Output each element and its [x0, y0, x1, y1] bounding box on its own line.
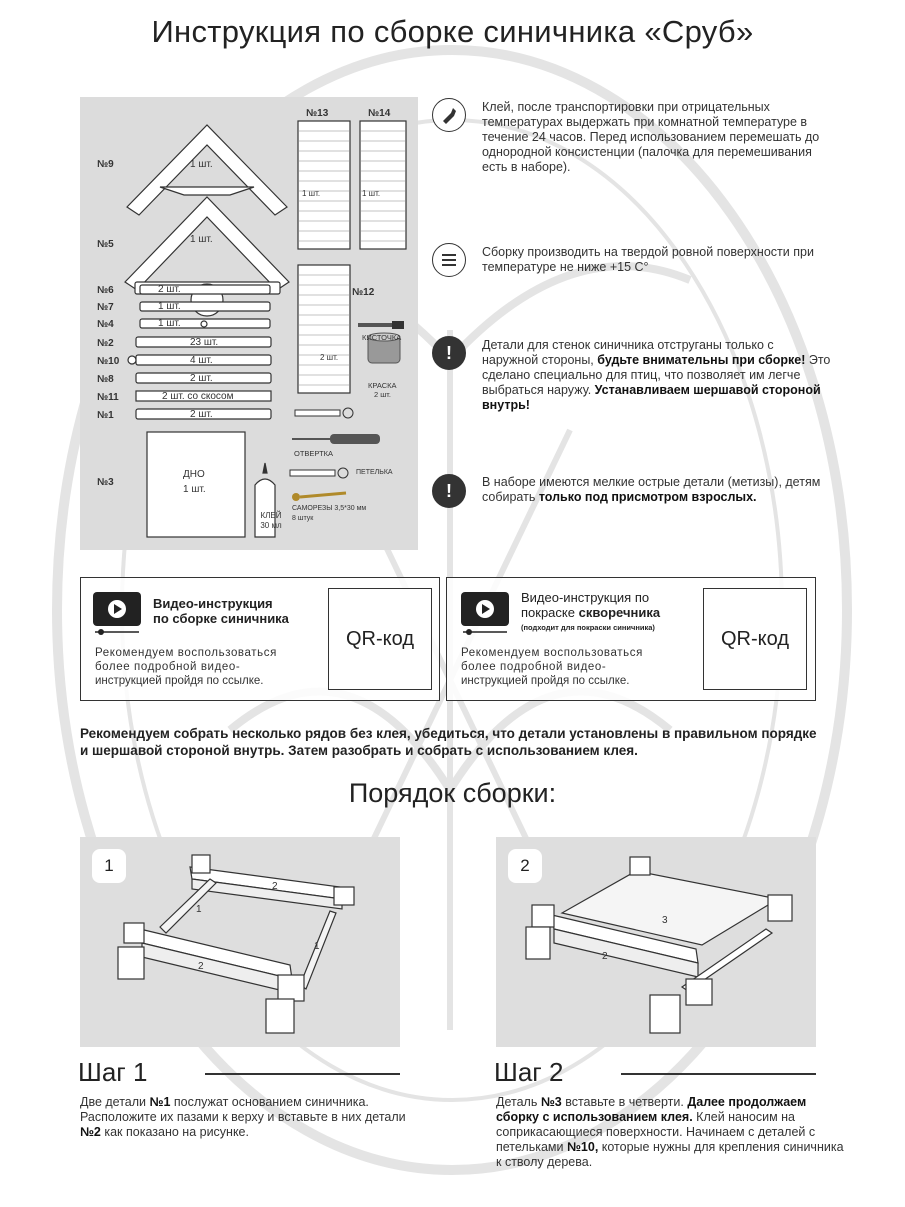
loop-label: ПЕТЕЛЬКА — [356, 469, 393, 476]
video-text: Рекомендуем воспользоваться более подробной видео- инструкцией пройдя по ссылке. — [95, 647, 277, 687]
step2-text: Деталь №3 вставьте в четверти. Далее продолжаем сборку с использованием клея. Клей наносим на соприкасающиеся поверхности. Начинаем с деталей с петельками №10, которые нужны для крепления синичника к стволу дерева. — [496, 1095, 844, 1169]
parts-panel — [80, 97, 418, 550]
part-label: №5 — [97, 239, 114, 250]
part-count: 2 шт. — [190, 409, 213, 420]
part-label: №9 — [97, 159, 114, 170]
step1-illustration — [80, 837, 400, 1047]
part-count: 1 шт. — [158, 318, 181, 329]
part-marker: 2 — [602, 951, 608, 962]
screwdriver-label: ОТВЕРТКА — [294, 449, 334, 458]
qr-code[interactable]: QR-код — [703, 588, 807, 690]
part-label: №6 — [97, 285, 114, 296]
part-count: 4 шт. — [190, 355, 213, 366]
page-title: Инструкция по сборке синичника «Сруб» — [151, 14, 754, 49]
part-marker: 2 — [198, 961, 204, 972]
surface-icon — [432, 243, 466, 277]
video-play-icon — [93, 592, 141, 636]
screws-count: 8 штук — [292, 515, 314, 522]
step1-divider — [205, 1073, 400, 1075]
bottom-label: ДНО — [183, 469, 205, 480]
part-marker: 3 — [662, 915, 668, 926]
step-number: 2 — [508, 849, 542, 883]
note-warning-kids: В наборе имеются мелкие острые детали (метизы), детям собирать только под присмотром взрослых. — [482, 475, 821, 504]
note-warning-sides: Детали для стенок синичника отструганы только с наружной стороны, будьте внимательны при сборке! Это сделано специально для птиц, что позволяет им легче выбраться наружу. Устанавливаем шершавой стороной внутрь! — [482, 338, 831, 412]
note-glue: Клей, после транспортировки при отрицательных температурах выдержать при комнатной температуре в течение 24 часов. Перед использованием перемешать до однородной консистенции (палочка для перемешивания есть в наборе). — [482, 100, 820, 174]
part-count: 2 шт. — [158, 284, 181, 295]
screw-icon — [292, 493, 346, 501]
part-marker: 2 — [272, 881, 278, 892]
step-number: 1 — [92, 849, 126, 883]
part-count: 1 шт. — [302, 189, 321, 198]
part-count: 1 шт. — [190, 234, 213, 245]
qr-code[interactable]: QR-код — [328, 588, 432, 690]
brush-label: КИСТОЧКА — [362, 333, 402, 342]
screwdriver-icon — [292, 434, 380, 444]
part-label: №14 — [368, 108, 391, 119]
paint-label: КРАСКА — [368, 381, 397, 390]
order-title: Порядок сборки: — [348, 778, 557, 808]
video-title: Видео-инструкция по покраске скворечника — [521, 590, 661, 620]
video-text: Рекомендуем воспользоваться более подробной видео- инструкцией пройдя по ссылке. — [461, 647, 643, 687]
part-label: №12 — [352, 287, 375, 298]
part-count: 2 шт. со скосом — [162, 391, 234, 402]
video-play-icon — [461, 592, 509, 636]
note-surface: Сборку производить на твердой ровной поверхности при температуре не ниже +15 С° — [482, 245, 814, 274]
bottom-count: 1 шт. — [183, 484, 206, 495]
part-label: №3 — [97, 477, 114, 488]
part-label: №2 — [97, 338, 114, 349]
part-label: №8 — [97, 374, 114, 385]
part-marker: 1 — [314, 941, 320, 952]
paint-count: 2 шт. — [374, 390, 391, 399]
video-title: Видео-инструкция по сборке синичника — [153, 596, 289, 626]
glue-volume: 30 мл — [260, 521, 282, 530]
part-label: №4 — [97, 319, 114, 330]
video-card-assembly[interactable] — [80, 577, 440, 701]
step1-title: Шаг 1 — [78, 1057, 148, 1087]
part-count: 1 шт. — [190, 159, 213, 170]
video-subtitle: (подходит для покраски синичника) — [521, 623, 655, 632]
glue-icon — [432, 98, 466, 132]
part-label: №7 — [97, 302, 114, 313]
part-label: №1 — [97, 410, 114, 421]
part-label: №11 — [97, 392, 119, 403]
part-label: №10 — [97, 356, 120, 367]
step2-illustration — [496, 837, 816, 1047]
part-count: 2 шт. — [190, 373, 213, 384]
warning-icon: ! — [432, 336, 466, 370]
screws-label: САМОРЕЗЫ 3,5*30 мм — [292, 505, 367, 512]
step2-title: Шаг 2 — [494, 1057, 564, 1087]
step2-divider — [621, 1073, 816, 1075]
brush-icon — [358, 321, 404, 329]
glue-label: КЛЕЙ — [260, 511, 282, 520]
parts-drawing — [80, 97, 418, 550]
part-marker: 1 — [196, 904, 202, 915]
part-count: 23 шт. — [190, 337, 219, 348]
video-card-painting[interactable] — [446, 577, 816, 701]
part-count: 1 шт. — [158, 301, 181, 312]
part-count: 1 шт. — [362, 189, 381, 198]
recommendation-text: Рекомендуем собрать несколько рядов без клея, убедиться, что детали установлены в правильном порядке и шершавой стороной внутрь. Затем разобрать и собрать с использованием клея. — [80, 726, 817, 758]
part-count: 2 шт. — [320, 353, 339, 362]
part-label: №13 — [306, 108, 329, 119]
warning-icon: ! — [432, 474, 466, 508]
step1-text: Две детали №1 послужат основанием синичника. Расположите их пазами к верху и вставьте в них детали №2 как показано на рисунке. — [80, 1095, 406, 1139]
